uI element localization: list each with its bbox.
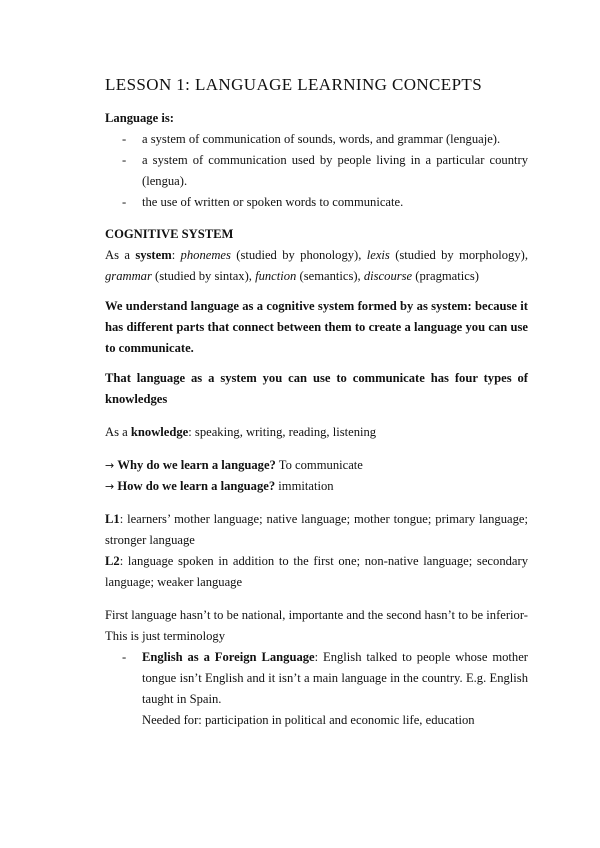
cognitive-system-paragraph: As a system: phonemes (studied by phonology), lexis (studied by morphology), grammar (studied by sintax), function (semantics), discourse (pragmatics)	[105, 248, 528, 283]
dash-bullet: -	[122, 650, 127, 664]
why-question: → Why do we learn a language? To communicate	[105, 458, 363, 472]
list-item: - English as a Foreign Language: English talked to people whose mother tongue isn’t English and it isn’t a main language in the country. E.g. English taught in Spain.	[105, 647, 528, 710]
first-language-note: First language hasn’t to be national, importante and the second hasn’t to be inferior- This is just terminology	[105, 608, 528, 643]
how-question: → How do we learn a language? immitation	[105, 479, 334, 493]
dash-bullet: -	[122, 132, 127, 146]
arrow-right-icon: →	[105, 480, 115, 493]
document-content	[105, 74, 528, 731]
language-definitions-list	[105, 129, 528, 213]
dash-bullet: -	[122, 195, 127, 209]
page-title: LESSON 1: LANGUAGE LEARNING CONCEPTS	[105, 75, 483, 94]
arrow-right-icon: →	[105, 459, 115, 472]
efl-list	[105, 647, 528, 710]
cognitive-system-heading: COGNITIVE SYSTEM	[105, 227, 234, 241]
list-item: - a system of communication used by people living in a particular country (lengua).	[105, 150, 528, 192]
cognitive-system-statement: We understand language as a cognitive system formed by as system: because it has different parts that connect between them to create a language you can use to communicate.	[105, 299, 528, 355]
list-item: - the use of written or spoken words to communicate.	[105, 192, 528, 213]
knowledge-paragraph: As a knowledge: speaking, writing, reading, listening	[105, 425, 377, 439]
l1-definition: L1: learners’ mother language; native language; mother tongue; primary language; stronger language	[105, 512, 528, 547]
l2-definition: L2: language spoken in addition to the first one; non-native language; secondary language; weaker language	[105, 554, 528, 589]
dash-bullet: -	[122, 153, 127, 167]
list-item: - a system of communication of sounds, words, and grammar (lenguaje).	[105, 129, 528, 150]
efl-needed-for: Needed for: participation in political and economic life, education	[142, 713, 475, 727]
knowledges-statement: That language as a system you can use to communicate has four types of knowledges	[105, 371, 528, 406]
language-is-label: Language is:	[105, 111, 174, 125]
